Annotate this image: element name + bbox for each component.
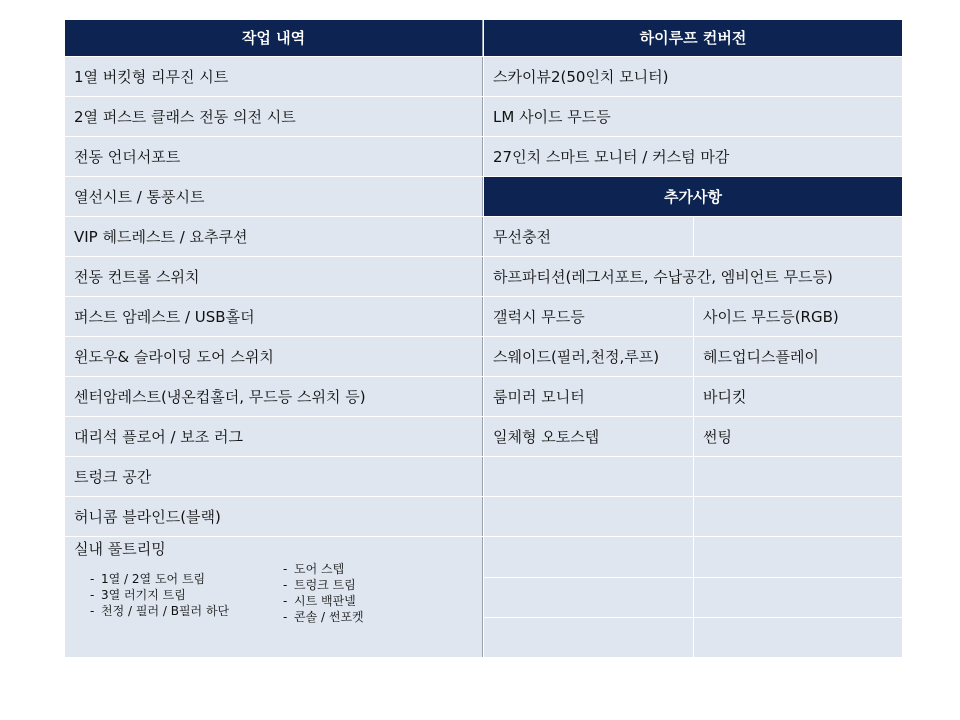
additional-item-empty [484, 578, 693, 617]
header-additional-items: 추가사항 [484, 177, 902, 216]
additional-item-empty [694, 578, 902, 617]
hilroof-item: 스카이뷰2(50인치 모니터) [484, 57, 902, 96]
additional-item: 하프파티션(레그서포트, 수납공간, 엠비언트 무드등) [484, 257, 902, 296]
hilroof-item: LM 사이드 무드등 [484, 97, 902, 136]
trim-detail-item: - 트렁크 트림 [283, 578, 356, 592]
trim-detail-list-left [90, 571, 229, 619]
work-item: 허니콤 블라인드(블랙) [65, 497, 483, 536]
additional-item: 일체형 오토스텝 [484, 417, 693, 456]
work-item-label: 실내 풀트리밍 [74, 540, 166, 558]
additional-item: 사이드 무드등(RGB) [694, 297, 902, 336]
additional-item-empty [694, 457, 902, 496]
additional-item-empty [694, 618, 902, 657]
additional-item: 헤드업디스플레이 [694, 337, 902, 376]
additional-item-empty [694, 537, 902, 577]
header-work-history: 작업 내역 [65, 20, 483, 56]
work-item: 열선시트 / 통풍시트 [65, 177, 483, 216]
work-item: 1열 버킷형 리무진 시트 [65, 57, 483, 96]
additional-item: 썬팅 [694, 417, 902, 456]
additional-item-empty [484, 457, 693, 496]
additional-item-empty [484, 537, 693, 577]
work-item: 대리석 플로어 / 보조 러그 [65, 417, 483, 456]
work-item: 윈도우& 슬라이딩 도어 스위치 [65, 337, 483, 376]
additional-item: 바디킷 [694, 377, 902, 416]
trim-detail-item: - 콘솔 / 썬포켓 [283, 610, 364, 624]
trim-detail-item: - 1열 / 2열 도어 트림 [90, 572, 206, 586]
work-item: 2열 퍼스트 클래스 전동 의전 시트 [65, 97, 483, 136]
additional-item [694, 217, 902, 256]
trim-detail-item: - 도어 스텝 [283, 562, 345, 576]
hilroof-item: 27인치 스마트 모니터 / 커스텀 마감 [484, 137, 902, 176]
work-item: 전동 컨트롤 스위치 [65, 257, 483, 296]
additional-item-empty [484, 497, 693, 536]
trim-detail-item: - 천정 / 필러 / B필러 하단 [90, 604, 230, 618]
work-item: VIP 헤드레스트 / 요추쿠션 [65, 217, 483, 256]
work-details-table [65, 20, 902, 657]
additional-item: 갤럭시 무드등 [484, 297, 693, 336]
trim-detail-list-right [283, 561, 364, 625]
work-item-interior-trimming [65, 537, 483, 657]
additional-item: 무선충전 [484, 217, 693, 256]
work-item: 트렁크 공간 [65, 457, 483, 496]
header-hilroof-conversion: 하이루프 컨버전 [484, 20, 902, 56]
work-item: 퍼스트 암레스트 / USB홀더 [65, 297, 483, 336]
trim-detail-item: - 시트 백판넬 [283, 594, 356, 608]
work-item: 센터암레스트(냉온컵홀더, 무드등 스위치 등) [65, 377, 483, 416]
additional-item: 룸미러 모니터 [484, 377, 693, 416]
additional-item-empty [484, 618, 693, 657]
trim-detail-item: - 3열 러기지 트림 [90, 588, 186, 602]
additional-item: 스웨이드(필러,천정,루프) [484, 337, 693, 376]
work-item: 전동 언더서포트 [65, 137, 483, 176]
additional-item-empty [694, 497, 902, 536]
